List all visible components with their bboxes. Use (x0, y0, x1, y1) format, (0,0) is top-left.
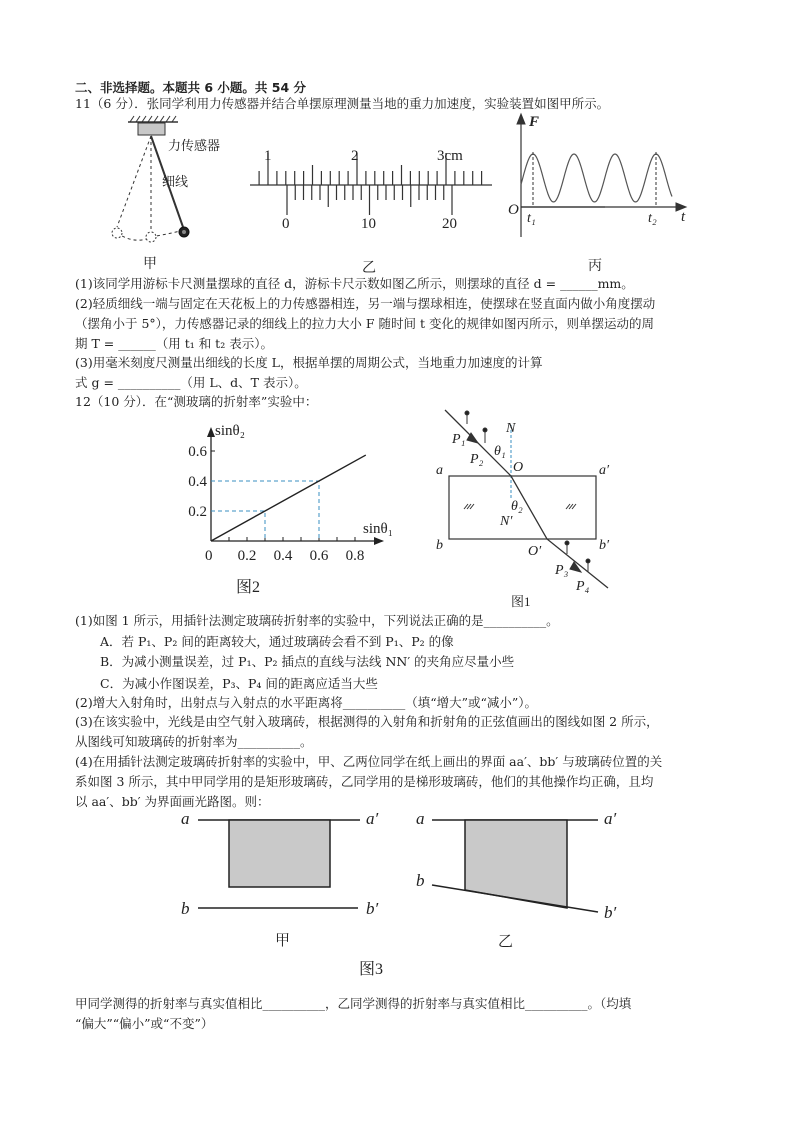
fig2-caption: 图2 (236, 579, 261, 596)
fig-jia-caption: 甲 (143, 257, 157, 272)
label-N: N (506, 421, 516, 436)
vernier-scale-10: 10 (361, 216, 376, 232)
label-P3: P₃ (555, 563, 569, 578)
q12-part3-line2: 从图线可知玻璃砖的折射率为__________。 (75, 734, 313, 749)
label-P4: P₄ (576, 579, 590, 594)
label-O-prime: O′ (528, 544, 542, 559)
q12-stem: 12（10 分）．在“测玻璃的折射率”实验中： (75, 394, 318, 409)
q12-part3-line1: (3)在该实验中，光线是由空气射入玻璃砖，根据测得的入射角和折射角的正弦值画出的图线如图 2 所示， (75, 714, 659, 729)
q12-part1: (1)如图 1 所示，用插针法测定玻璃砖折射率的实验中，下列说法正确的是__________。 (75, 613, 559, 628)
label-N-prime: N′ (500, 514, 513, 529)
x-tick-label: 0.4 (273, 548, 293, 564)
q12-part4-line3: 以 aa′、bb′ 为界面画光路图。则： (75, 794, 270, 809)
label-b-prime: b′ (599, 538, 610, 553)
label-P2: P₂ (470, 452, 484, 467)
vernier-scale-0: 0 (282, 216, 290, 232)
fig3-jia-a: a (181, 809, 190, 828)
fig3-yi-a: a (416, 809, 425, 828)
main-scale-3cm: 3cm (437, 148, 463, 164)
label-theta1: θ₁ (494, 444, 506, 459)
label-P1: P₁ (452, 432, 466, 447)
q11-part3-line1: (3)用毫米刻度尺测量出细线的长度 L，根据单摆的周期公式，当地重力加速度的计算 (75, 355, 543, 370)
fig3-yi-b-prime: b′ (604, 903, 617, 922)
option-b: B．为减小测量误差，过 P₁、P₂ 插点的直线与法线 NN′ 的夹角应尽量小些 (100, 654, 515, 669)
x-tick-label: 0.2 (237, 548, 257, 564)
q12-part4-line1: (4)在用插针法测定玻璃砖折射率的实验中，甲、乙两位同学在纸上画出的界面 aa′、bb′ 与玻璃砖位置的关 (75, 754, 663, 769)
fig3-caption: 图3 (359, 961, 384, 978)
option-a: A．若 P₁、P₂ 间的距离较大，通过玻璃砖会看不到 P₁、P₂ 的像 (100, 634, 454, 649)
main-scale-1: 1 (264, 148, 272, 164)
q11-part3-line2: 式 g = __________（用 L、d、T 表示）。 (75, 375, 307, 390)
x-tick-label: 0.8 (345, 548, 365, 564)
main-scale-2: 2 (351, 148, 359, 164)
graph-y-axis-label: F (529, 114, 540, 130)
graph-origin-label: O (508, 202, 519, 218)
fig3-jia-caption: 甲 (275, 933, 291, 949)
fig3-jia-a-prime: a′ (366, 809, 379, 828)
fig-bing-caption: 丙 (588, 259, 602, 274)
label-a: a (436, 463, 443, 478)
y-tick-label: 0.6 (188, 444, 207, 460)
fig3-yi-a-prime: a′ (604, 809, 617, 828)
fig3-yi-b: b (416, 871, 425, 890)
graph-x-axis-label: t (681, 209, 686, 225)
vernier-scale-20: 20 (442, 216, 457, 232)
q11-part2-line1: (2)轻质细线一端与固定在天花板上的力传感器相连，另一端与摆球相连，使摆球在竖直面内做小角度摆动 (75, 296, 656, 311)
y-tick-label: 0.2 (188, 504, 207, 520)
fig3-yi-diagram (432, 820, 598, 912)
q12-part4-line2: 系如图 3 所示，其中甲同学用的是矩形玻璃砖，乙同学用的是梯形玻璃砖，他们的其他操作均正确，且均 (75, 774, 654, 789)
x-tick-label: 0.6 (309, 548, 329, 564)
fig3-jia-diagram (198, 820, 360, 908)
q11-part2-line2: （摆角小于 5°），力传感器记录的细线上的拉力大小 F 随时间 t 变化的规律如图丙所示，则单摆运动的周 (75, 316, 655, 331)
t1-label: t₁ (527, 211, 536, 226)
label-b: b (436, 538, 443, 553)
fig3-jia-b: b (181, 899, 190, 918)
option-c: C．为减小作图误差，P₃、P₄ 间的距离应适当大些 (100, 676, 378, 691)
q11-stem: 11（6 分）．张同学利用力传感器并结合单摆原理测量当地的重力加速度，实验装置如图甲所示。 (75, 96, 610, 111)
fig1-caption: 图1 (511, 594, 531, 609)
y-axis-label: sinθ₂ (215, 423, 245, 439)
fig3-yi-caption: 乙 (498, 934, 514, 950)
y-tick-label: 0.4 (188, 474, 207, 490)
x-tick-label: 0 (205, 548, 213, 564)
sensor-label: 力传感器 (168, 138, 221, 153)
fig-yi-caption: 乙 (362, 261, 376, 276)
q11-part1: (1)该同学用游标卡尺测量摆球的直径 d，游标卡尺示数如图乙所示，则摆球的直径 d = ______mm。 (75, 276, 634, 291)
x-axis-label: sinθ₁ (363, 521, 393, 537)
section-heading: 二、非选择题。本题共 6 小题。共 54 分 (75, 80, 307, 95)
q11-part2-line3: 期 T = ______（用 t₁ 和 t₂ 表示）。 (75, 336, 273, 351)
t2-label: t₂ (648, 211, 657, 226)
q12-answer-line2: “偏大”“偏小”或“不变”） (75, 1016, 214, 1031)
label-theta2: θ₂ (511, 499, 523, 514)
fig3-jia-b-prime: b′ (366, 899, 379, 918)
label-O: O (513, 460, 524, 475)
thread-label: 细线 (162, 174, 189, 189)
q12-part2: (2)增大入射角时，出射点与入射点的水平距离将__________（填“增大”或“减小”）。 (75, 695, 538, 710)
q12-answer-line1: 甲同学测得的折射率与真实值相比__________，乙同学测得的折射率与真实值相比__________。（均填 (75, 996, 632, 1011)
label-a-prime: a′ (599, 463, 610, 478)
